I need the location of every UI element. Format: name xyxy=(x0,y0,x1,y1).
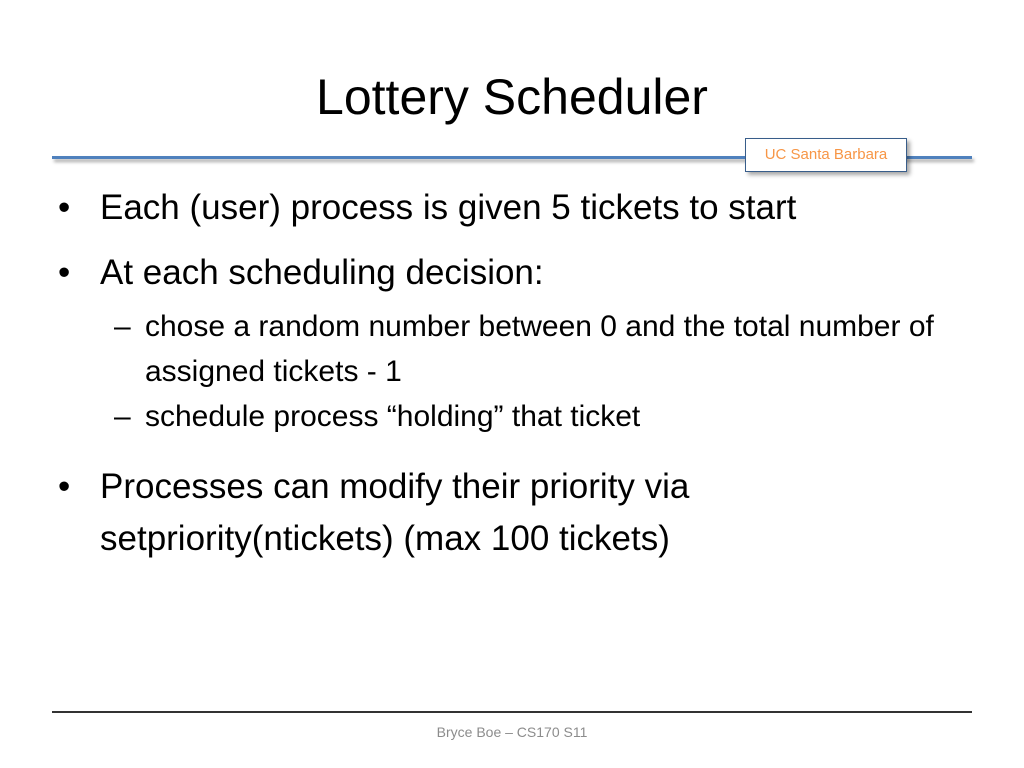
bullet-text: At each scheduling decision: xyxy=(100,253,544,292)
bullet-marker: • xyxy=(58,467,71,506)
bullet-list xyxy=(58,186,978,587)
sub-bullet-item xyxy=(58,394,978,439)
bullet-item xyxy=(58,251,978,294)
bullet-item xyxy=(58,186,978,229)
sub-bullet-text: schedule process “holding” that ticket xyxy=(145,400,641,433)
bullet-marker: • xyxy=(58,253,71,292)
bullet-text: Processes can modify their priority via setpriority(ntickets) (max 100 tickets) xyxy=(100,467,690,558)
dash-marker: – xyxy=(114,400,131,433)
slide-title: Lottery Scheduler xyxy=(316,69,708,125)
sub-bullet-text: chose a random number between 0 and the total number of assigned tickets - 1 xyxy=(145,310,934,388)
bullet-item xyxy=(58,461,978,565)
footer-text: Bryce Boe – CS170 S11 xyxy=(436,724,588,740)
institution-badge: UC Santa Barbara xyxy=(745,138,907,172)
sub-bullet-item xyxy=(58,304,978,394)
bullet-text: Each (user) process is given 5 tickets to start xyxy=(100,188,797,227)
footer-divider xyxy=(52,711,972,713)
dash-marker: – xyxy=(114,310,131,343)
bullet-marker: • xyxy=(58,188,71,227)
